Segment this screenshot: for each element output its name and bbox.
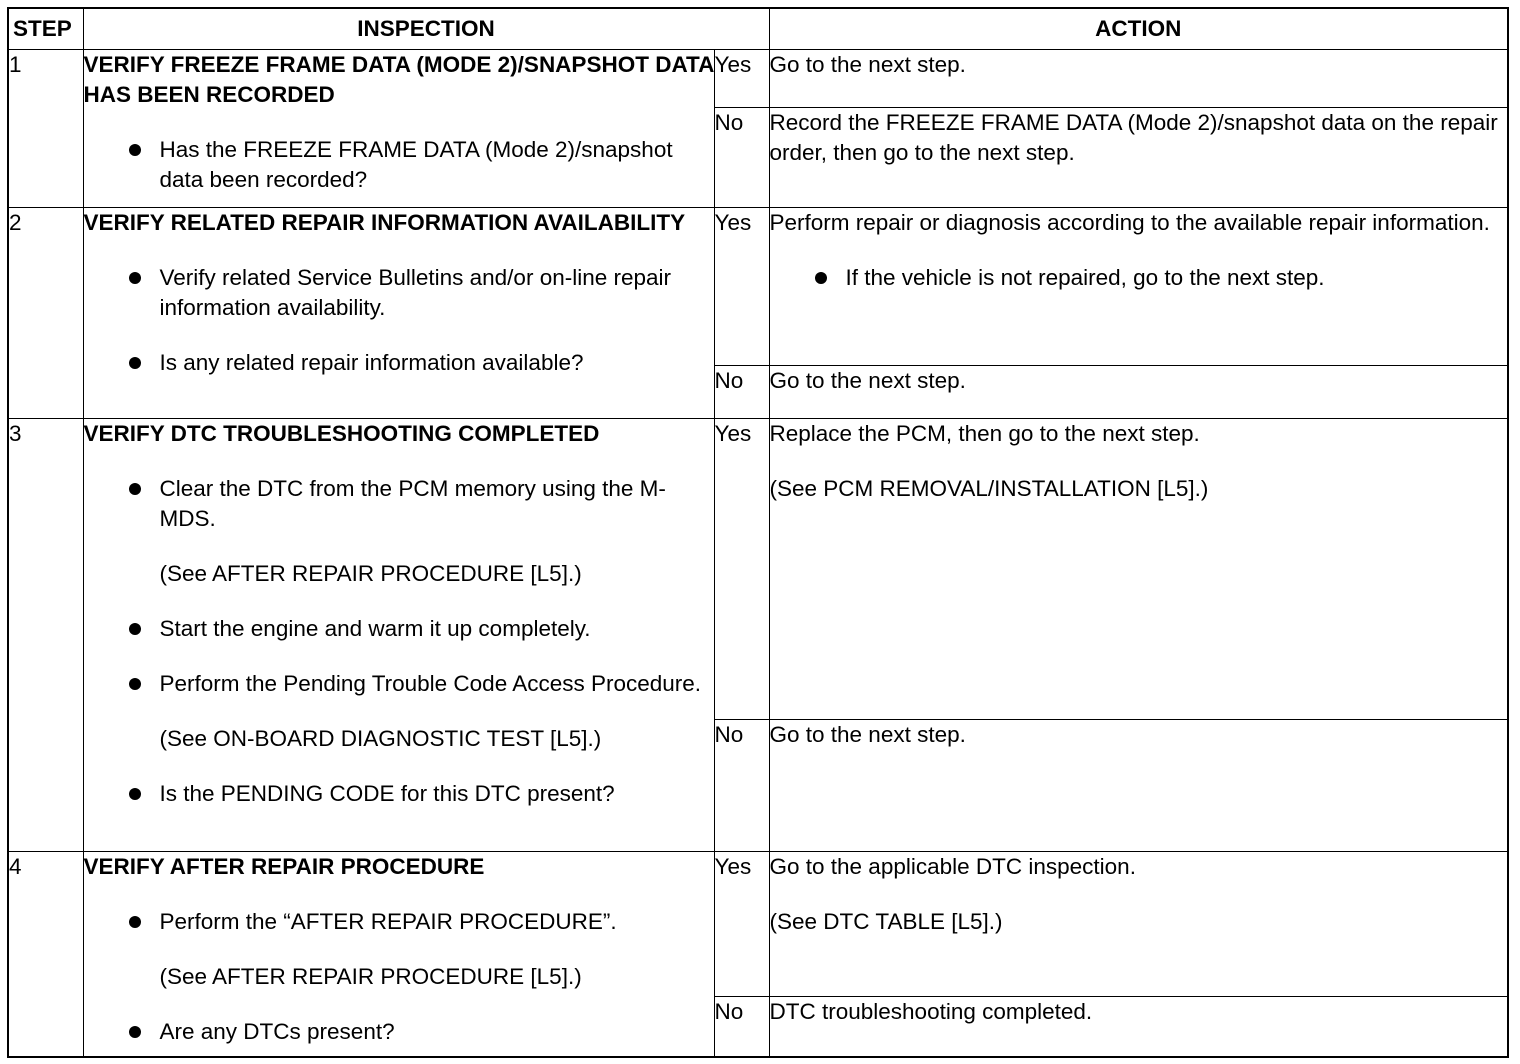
action-list xyxy=(770,263,1508,293)
reference-note: (See ON-BOARD DIAGNOSTIC TEST [L5].) xyxy=(159,725,602,751)
step-4-row-yes xyxy=(8,851,1508,996)
yes-action xyxy=(769,851,1508,996)
step-title: VERIFY AFTER REPAIR PROCEDURE xyxy=(83,853,485,879)
step-2-row-yes xyxy=(8,207,1508,365)
no-label: No xyxy=(714,365,769,418)
action-text: Go to the next step. xyxy=(769,51,966,77)
inspection-list xyxy=(84,474,714,534)
step-number: 4 xyxy=(8,851,83,1057)
yes-label: Yes xyxy=(714,207,769,365)
reference-note: (See AFTER REPAIR PROCEDURE [L5].) xyxy=(159,963,582,989)
reference-note: (See AFTER REPAIR PROCEDURE [L5].) xyxy=(159,560,582,586)
no-action xyxy=(769,107,1508,207)
no-action xyxy=(769,719,1508,851)
action-text: Go to the next step. xyxy=(769,721,966,747)
header-row xyxy=(8,8,1508,49)
yes-label: Yes xyxy=(714,418,769,719)
reference-note: (See PCM REMOVAL/INSTALLATION [L5].) xyxy=(769,475,1209,501)
inspection-list xyxy=(84,614,714,699)
inspection-list xyxy=(84,907,714,937)
yes-label: Yes xyxy=(714,49,769,107)
step-title: VERIFY DTC TROUBLESHOOTING COMPLETED xyxy=(83,420,600,446)
inspection-bullet: Perform the Pending Trouble Code Access Procedure. xyxy=(84,669,714,699)
action-text: Replace the PCM, then go to the next step. xyxy=(769,420,1200,446)
step-title: VERIFY FREEZE FRAME DATA (MODE 2)/SNAPSHOT DATA HAS BEEN RECORDED xyxy=(83,51,714,107)
action-text: DTC troubleshooting completed. xyxy=(769,998,1093,1024)
step-3-inspection xyxy=(83,418,714,851)
inspection-header: INSPECTION xyxy=(83,8,769,49)
inspection-list xyxy=(84,263,714,378)
diagnostic-procedure-table xyxy=(7,7,1509,1058)
no-action xyxy=(769,996,1508,1057)
step-number: 2 xyxy=(8,207,83,418)
yes-action xyxy=(769,418,1508,719)
no-label: No xyxy=(714,107,769,207)
inspection-bullet: Verify related Service Bulletins and/or on-line repair information availability. xyxy=(84,263,714,323)
step-4-inspection xyxy=(83,851,714,1057)
inspection-bullet: Are any DTCs present? xyxy=(84,1017,714,1047)
action-text: Record the FREEZE FRAME DATA (Mode 2)/snapshot data on the repair order, then go to the next step. xyxy=(769,109,1498,165)
yes-action xyxy=(769,49,1508,107)
inspection-bullet: Start the engine and warm it up completely. xyxy=(84,614,714,644)
action-header: ACTION xyxy=(769,8,1508,49)
step-number: 1 xyxy=(8,49,83,207)
step-1-inspection xyxy=(83,49,714,207)
inspection-bullet: Perform the “AFTER REPAIR PROCEDURE”. xyxy=(84,907,714,937)
step-number: 3 xyxy=(8,418,83,851)
step-3-row-yes xyxy=(8,418,1508,719)
inspection-list xyxy=(84,1017,714,1047)
yes-label: Yes xyxy=(714,851,769,996)
step-2-inspection xyxy=(83,207,714,418)
action-bullet: If the vehicle is not repaired, go to the next step. xyxy=(770,263,1508,293)
inspection-bullet: Has the FREEZE FRAME DATA (Mode 2)/snapshot data been recorded? xyxy=(84,135,714,195)
step-1-row-yes xyxy=(8,49,1508,107)
step-title: VERIFY RELATED REPAIR INFORMATION AVAILABILITY xyxy=(83,209,686,235)
inspection-bullet: Clear the DTC from the PCM memory using the M-MDS. xyxy=(84,474,714,534)
action-text: Perform repair or diagnosis according to the available repair information. xyxy=(769,209,1490,235)
yes-action xyxy=(769,207,1508,365)
no-label: No xyxy=(714,996,769,1057)
no-action xyxy=(769,365,1508,418)
inspection-bullet: Is the PENDING CODE for this DTC present? xyxy=(84,779,714,809)
step-header: STEP xyxy=(8,8,83,49)
inspection-list xyxy=(84,135,714,195)
action-text: Go to the next step. xyxy=(769,367,966,393)
reference-note: (See DTC TABLE [L5].) xyxy=(769,908,1003,934)
inspection-bullet: Is any related repair information available? xyxy=(84,348,714,378)
inspection-list xyxy=(84,779,714,809)
action-text: Go to the applicable DTC inspection. xyxy=(769,853,1136,879)
no-label: No xyxy=(714,719,769,851)
